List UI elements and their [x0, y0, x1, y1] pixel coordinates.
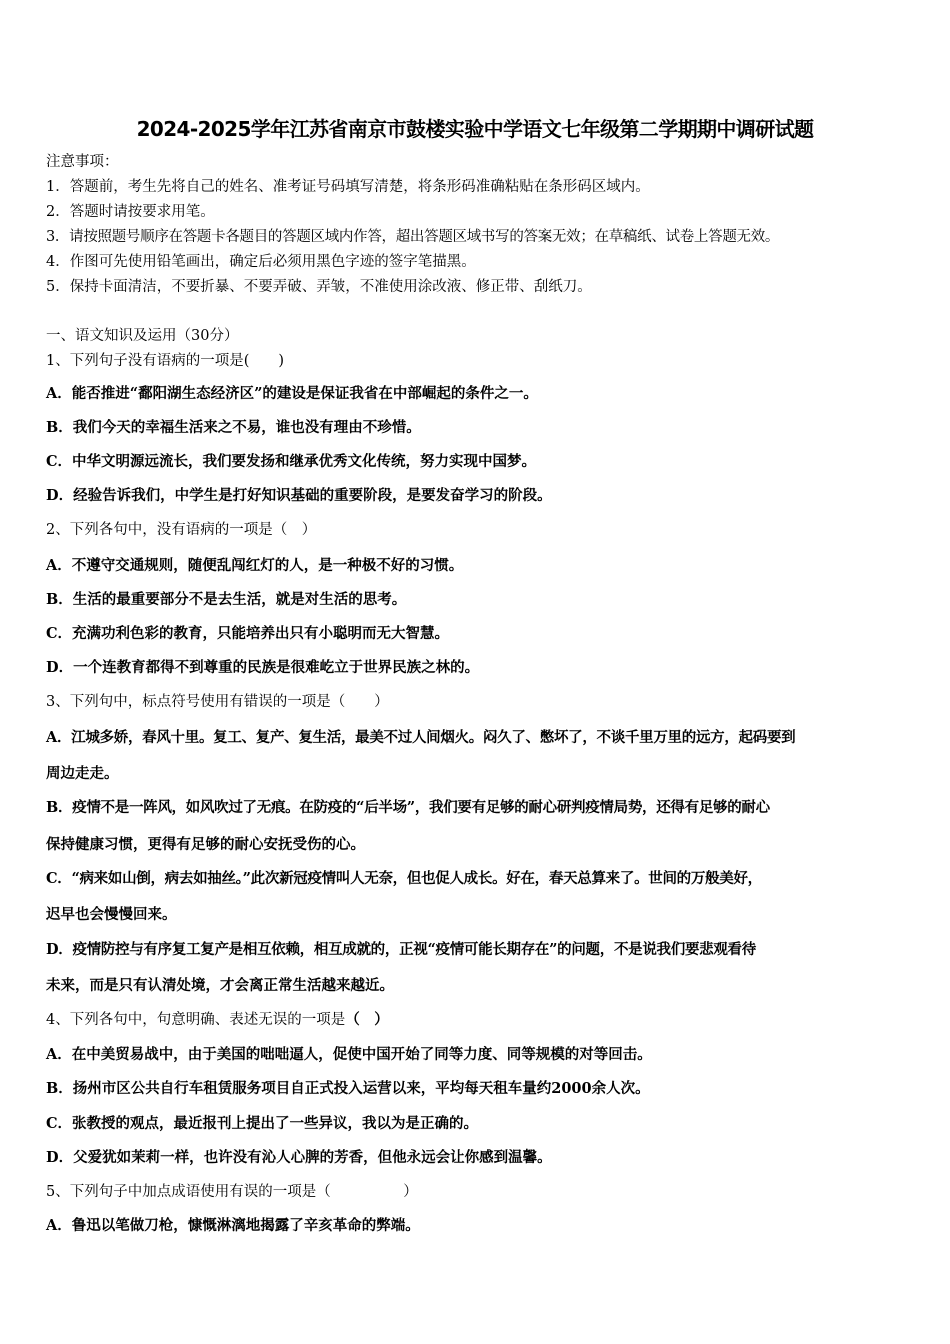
option-b-continued: 保持健康习惯，更得有足够的耐心安抚受伤的心。	[46, 836, 365, 853]
option-b: B．疫情不是一阵风，如风吹过了无痕。在防疫的“后半场”，我们要有足够的耐心研判疫情局势，还得有足够的耐心	[46, 799, 770, 816]
page-title: 2024-2025学年江苏省南京市鼓楼实验中学语文七年级第二学期期中调研试题	[136, 117, 814, 141]
option-c: C．“病来如山倒，病去如抽丝。”此次新冠疫情叫人无奈，但也促人成长。好在，春天总算来了。世间的万般美好，	[46, 870, 762, 887]
option-a-continued: 周边走走。	[46, 765, 119, 782]
option-a: A．能否推进“鄱阳湖生态经济区”的建设是保证我省在中部崛起的条件之一。	[46, 385, 538, 402]
option-a: A．江城多娇，春风十里。复工、复产、复生活，最美不过人间烟火。闷久了、憋坏了，不谈千里万里的远方，起码要到	[46, 729, 796, 746]
question-stem: 3、下列句中，标点符号使用有错误的一项是（ ）	[46, 694, 389, 710]
option-d: D．一个连教育都得不到尊重的民族是很难屹立于世界民族之林的。	[46, 659, 480, 676]
option-c: C．充满功利色彩的教育，只能培养出只有小聪明而无大智慧。	[46, 625, 450, 642]
option-d-continued: 未来，而是只有认清处境，才会离正常生活越来越近。	[46, 977, 394, 994]
option-b: B．扬州市区公共自行车租赁服务项目自正式投入运营以来，平均每天租车量约2000余人次。	[46, 1080, 650, 1097]
option-d: D．疫情防控与有序复工复产是相互依赖，相互成就的，正视“疫情可能长期存在”的问题，不是说我们要悲观看待	[46, 941, 756, 958]
option-c: C．中华文明源远流长，我们要发扬和继承优秀文化传统，努力实现中国梦。	[46, 453, 537, 470]
answer-paren: （ ）	[345, 1011, 389, 1028]
option-d: D．经验告诉我们，中学生是打好知识基础的重要阶段，是要发奋学习的阶段。	[46, 487, 552, 504]
notice-item: 2．答题时请按要求用笔。	[46, 204, 215, 220]
option-b: B．我们今天的幸福生活来之不易，谁也没有理由不珍惜。	[46, 419, 421, 436]
option-a: A．鲁迅以笔做刀枪，慷慨淋漓地揭露了辛亥革命的弊端。	[46, 1217, 420, 1234]
notice-item: 3．请按照题号顺序在答题卡各题目的答题区域内作答，超出答题区域书写的答案无效；在草稿纸、试卷上答题无效。	[46, 229, 780, 245]
notice-item: 5．保持卡面清洁，不要折暴、不要弄破、弄皱，不准使用涂改液、修正带、刮纸刀。	[46, 279, 592, 295]
option-c: C．张教授的观点，最近报刊上提出了一些异议，我以为是正确的。	[46, 1115, 479, 1132]
option-d: D．父爱犹如茉莉一样，也许没有沁人心脾的芳香，但他永远会让你感到温馨。	[46, 1149, 552, 1166]
option-c-continued: 迟早也会慢慢回来。	[46, 906, 177, 923]
question-stem: 5、下列句子中加点成语使用有误的一项是（ ）	[46, 1184, 418, 1200]
question-stem: 2、下列各句中，没有语病的一项是（ ）	[46, 522, 317, 538]
section-heading: 一、语文知识及运用（30分）	[46, 328, 239, 344]
option-a: A．在中美贸易战中，由于美国的咄咄逼人，促使中国开始了同等力度、同等规模的对等回击。	[46, 1046, 652, 1063]
notice-item: 4．作图可先使用铅笔画出，确定后必须用黑色字迹的签字笔描黑。	[46, 254, 476, 270]
option-b: B．生活的最重要部分不是去生活，就是对生活的思考。	[46, 591, 407, 608]
question-stem	[46, 1010, 389, 1030]
option-a: A．不遵守交通规则，随便乱闯红灯的人，是一种极不好的习惯。	[46, 557, 464, 574]
notice-heading: 注意事项：	[46, 154, 119, 170]
question-stem-text: 4、下列各句中，句意明确、表述无误的一项是	[46, 1012, 346, 1028]
question-stem: 1、下列句子没有语病的一项是( )	[46, 353, 285, 369]
notice-item: 1．答题前，考生先将自己的姓名、准考证号码填写清楚，将条形码准确粘贴在条形码区域内。	[46, 179, 650, 195]
